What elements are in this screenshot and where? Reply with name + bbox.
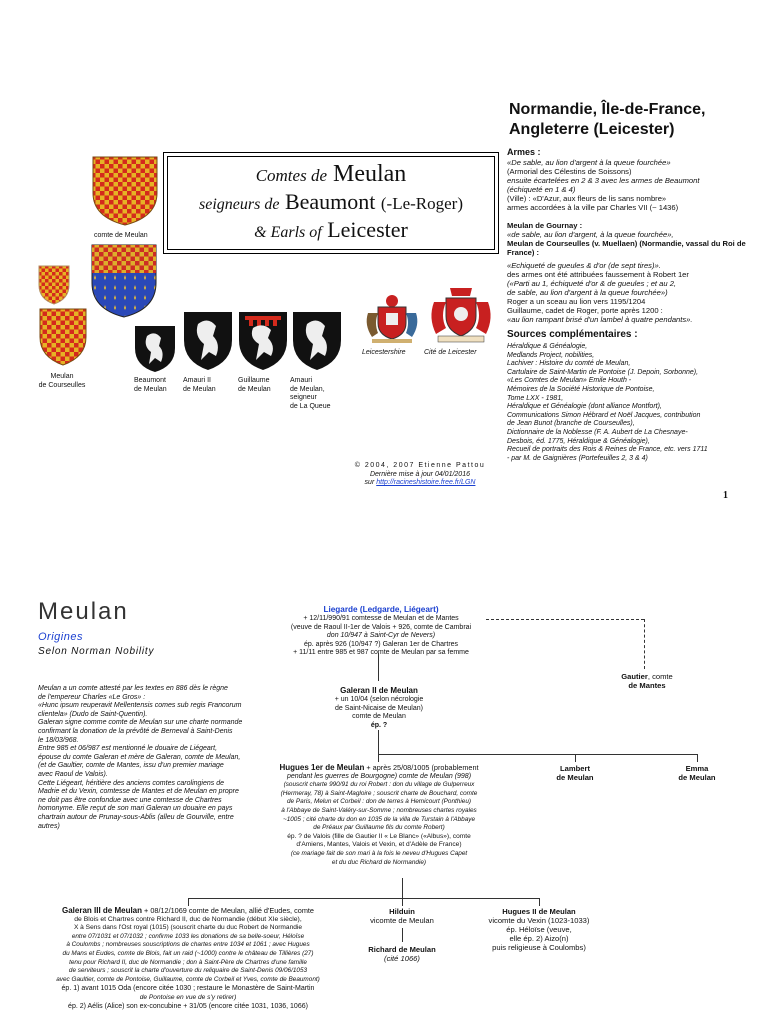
intro-line: confirmant la donation de la prévôté de Berneval à Saint-Denis xyxy=(38,727,233,735)
person-detail: de Paris, Melun et Corbeil : don de terres à Hemicourt (Ponthieu) xyxy=(287,798,471,806)
arms-line: ensuite écartelées en 2 & 3 avec les armes de Beaumont xyxy=(507,176,700,185)
person-detail: puis religieuse à Coulombs) xyxy=(492,943,586,952)
person-richard xyxy=(352,945,452,963)
person-detail: du Mans et Eudes, comte de Blois, fait un raid (~1000) contre le château de Tillières (27) xyxy=(62,949,314,957)
intro-text xyxy=(38,685,278,831)
spouse-line: ép. 1) avant 1015 Oda (encore citée 1030 ; restaure le Monastère de Saint-Martin xyxy=(61,985,315,993)
courseulles-heading: Meulan de Courseulles (v. Muellaen) (Normandie, vassal du Roi de France) : xyxy=(507,239,746,257)
cite-leicester-label: Cité de Leicester xyxy=(424,349,477,356)
person-detail: (cité 1066) xyxy=(384,954,420,963)
arms-line: armes accordées à la ville par Charles VII (~ 1436) xyxy=(507,203,679,212)
person-detail: et du duc Richard de Normandie) xyxy=(331,858,427,866)
connector-line xyxy=(575,754,576,762)
leicestershire-label: Leicestershire xyxy=(362,349,406,356)
title-box xyxy=(163,152,499,254)
intro-line: chartrain autour de Prunay-sous-Ablis (alleu de Gourville, entre xyxy=(38,813,234,821)
connector-line xyxy=(486,619,644,620)
person-detail: de Pontoise en vue de s'y retirer) xyxy=(139,993,237,1001)
source-line: «Les Comtes de Meulan» Emile Houth - xyxy=(507,377,632,385)
person-detail: + un 10/04 (selon nécrologie xyxy=(334,696,424,703)
page-number: 1 xyxy=(723,490,728,501)
person-hugues-1 xyxy=(272,764,486,867)
person-lambert xyxy=(540,764,610,782)
intro-line: Madrie et du Vexin, comtesse de Mantes et de Meulan en propre xyxy=(38,788,239,796)
connector-line xyxy=(697,754,698,762)
intro-line: Galeran signe comme comte de Meulan sur une charte normande xyxy=(38,719,243,727)
person-detail: d'Amiens, Mantes, Valois et Vexin, et d'Adèle de France) xyxy=(296,841,462,849)
person-detail: de Meulan xyxy=(556,773,594,782)
person-name: Liegarde (Ledgarde, Liégeart) xyxy=(323,605,439,614)
person-detail: à l'Abbaye de Saint-Valéry-sur-Somme ; nombreuses chartes royales xyxy=(281,806,477,814)
intro-line: le 18/03/968. xyxy=(38,736,79,744)
connector-line xyxy=(378,653,379,681)
meulan-shield-label: comte de Meulan xyxy=(94,232,148,239)
small-checky-shield-icon xyxy=(38,265,70,305)
sources-heading: Sources complémentaires : xyxy=(507,329,638,340)
spouse-line: ép. Héloïse (veuve, xyxy=(506,925,572,934)
source-line: Héraldique & Généalogie, xyxy=(507,343,588,350)
person-detail: entre 07/1031 et 07/1032 ; confirme 1033 les donations de sa belle-soeur, Héloïse xyxy=(71,932,305,940)
person-name: Hugues II de Meulan xyxy=(502,907,576,916)
region-title-line2: Angleterre (Leicester) xyxy=(509,121,675,138)
intro-line: Cette Liégeart, héritière des anciens comtes carolingiens de xyxy=(38,779,224,787)
person-detail: (veuve de Raoul II-1er de Valois + 926, comte de Cambrai xyxy=(290,623,472,631)
person-detail: (ce mariage fait de son mari à la fois le neveu d'Hugues Capet xyxy=(290,849,468,857)
source-line: Cartulaire de Saint-Martin de Pontoise (J. Depoin, Sorbonne), xyxy=(507,368,699,376)
gournay-heading: Meulan de Gournay : xyxy=(507,221,583,230)
section-title: Meulan xyxy=(38,598,129,625)
site-link[interactable]: http://racineshistoire.free.fr/LGN xyxy=(376,479,476,487)
source-line: Lachiver : Histoire du comté de Meulan, xyxy=(507,360,631,368)
courseulles-line: Guillaume, cadet de Roger, porte après 1200 : xyxy=(507,306,663,315)
connector-line xyxy=(402,898,403,906)
source-line: Communications Simon Hébrard et Noël Jacques, contribution xyxy=(507,411,701,419)
connector-line xyxy=(378,754,379,762)
source-line: de Jean Bunot (branche de Courseulles), xyxy=(507,420,635,428)
region-title xyxy=(509,100,706,140)
person-name: Hilduin xyxy=(389,907,415,916)
source-line: Héraldique et Généalogie (dont alliance Montfort), xyxy=(507,403,662,411)
copyright: © 2004, 2007 Etienne Pattou xyxy=(354,462,486,469)
intro-line: (et de Gaultier, comte de Mantes, issu d'un premier mariage xyxy=(38,762,224,770)
person-detail: de Saint-Nicaise de Meulan) xyxy=(335,704,423,712)
section-subtitle: Origines xyxy=(38,631,83,643)
courseulles-shield-label: Meulan de Courseulles xyxy=(38,373,86,389)
person-galeran-3 xyxy=(28,907,348,1011)
beaumont-shield-label: Beaumont de Meulan xyxy=(134,377,167,393)
courseulles-shield-icon xyxy=(38,307,88,367)
source-line: Dictionnaire de la Noblesse (F. A. Aubert de La Chesnaye- xyxy=(507,428,688,436)
connector-line xyxy=(188,898,540,899)
person-detail: (Hermeray, 78) à Saint-Magloire ; souscrit charte de Bouchard, comte xyxy=(280,789,478,797)
person-name: Hugues 1er de Meulan xyxy=(279,763,365,772)
person-detail: + 08/12/1069 comte de Meulan, allié d'Eudes, comte xyxy=(144,906,314,915)
intro-line: de l'empereur Charles «Le Gros» : xyxy=(38,693,146,701)
intro-line: «Hunc ipsum reuperavit Mellentensis comes sub regis Francorum xyxy=(38,702,242,710)
meulan-shield-icon xyxy=(91,155,159,227)
person-detail: de Meulan xyxy=(678,773,716,782)
person-detail: comte de Meulan xyxy=(352,713,406,721)
person-detail: vicomte du Vexin (1023-1033) xyxy=(488,916,590,925)
section-source: Selon Norman Nobility xyxy=(38,646,155,657)
person-detail: X à Sens dans l'Ost royal (1015) (souscrit charte du duc Robert de Normandie xyxy=(73,924,303,932)
person-detail: (souscrit charte 990/91 du roi Robert : don du village de Gulperreux xyxy=(283,781,475,789)
title-line-2: seigneurs de Beaumont (-Le-Roger) xyxy=(199,189,463,214)
person-name: Gautier xyxy=(621,672,648,681)
source-line: Recueil de portraits des Rois & Reines de France, etc. vers 1711 xyxy=(507,446,708,454)
person-detail: don 10/947 à Saint-Cyr de Nevers) xyxy=(326,632,436,640)
cite-leicester-coat-icon xyxy=(426,284,496,346)
guillaume-shield-label: Guillaume de Meulan xyxy=(238,377,271,393)
arms-line: (échiqueté en 1 & 4) xyxy=(507,185,576,194)
intro-line: ne doit pas être confondue avec une comtesse de Chartres xyxy=(38,796,222,804)
connector-line xyxy=(539,898,540,906)
intro-line: Meulan a un comte attesté par les textes en 886 dès le règne xyxy=(38,685,228,692)
arms-line: (Ville) : «D'Azur, aux fleurs de lis sans nombre» xyxy=(507,194,667,203)
courseulles-line: («Parti au 1, échiqueté d'or & de gueules ; et au 2, xyxy=(507,279,677,288)
spouse-line: ép. ? de Valois (fille de Gautier II « Le Blanc» («Albus»), comte xyxy=(287,832,471,840)
last-updated: Dernière mise à jour 04/01/2016 xyxy=(369,470,470,478)
person-detail: de serviteurs ; souscrit la charte d'ouverture du reliquaire de Saint-Denis 09/06/1053 xyxy=(68,967,308,975)
arms-line: «De sable, au lion d'argent à la queue fourchée» xyxy=(507,158,671,167)
arms-line: (Armorial des Célestins de Soissons) xyxy=(507,167,632,176)
source-line: Mémoires de la Société Historique de Pontoise, xyxy=(507,385,655,393)
amauri-shield-label: Amauri de Meulan, seigneur de La Queue xyxy=(290,377,331,410)
courseulles-line: «Echiqueté de gueules & d'or (de sept tires)». xyxy=(507,261,661,270)
credits xyxy=(340,462,500,488)
sources-list xyxy=(507,343,762,463)
intro-line: clientela» (Dudo de Saint-Quentin). xyxy=(38,710,148,718)
person-detail: de Mantes xyxy=(628,681,666,690)
person-galeran-2 xyxy=(320,686,438,730)
connector-line xyxy=(402,878,403,898)
person-detail: + 12/11/990/91 comtesse de Meulan et de Mantes xyxy=(303,615,459,622)
person-detail: vicomte de Meulan xyxy=(370,916,434,925)
site-link-line: sur http://racineshistoire.free.fr/LGN xyxy=(364,479,476,487)
title-line-3: & Earls of Leicester xyxy=(254,217,408,242)
source-line: Medlands Project, nobilities, xyxy=(507,351,595,359)
leicestershire-coat-icon xyxy=(362,293,422,345)
person-name: Lambert xyxy=(560,764,590,773)
person-detail: de Blois et Chartres contre Richard II, duc de Normandie (début XIe siècle), xyxy=(74,915,302,923)
person-name: Emma xyxy=(685,764,709,773)
person-detail: avec Gaultier, comte de Pontoise, Guillaume, comte de Corbeil et Yves, comte de Beaumont) xyxy=(56,975,320,983)
gournay-line: «de sable, au lion d'argent, à la queue fourchée», xyxy=(507,230,674,239)
source-line: Desbois, éd. 1775, Héraldique & Généalogie), xyxy=(507,437,650,445)
courseulles-line: des armes ont été attribuées faussement à Robert 1er xyxy=(507,270,689,279)
person-detail: tenu pour Richard II, duc de Normandie ; don à Saint-Père de Chartres d'une famille xyxy=(69,958,307,966)
person-hugues-2 xyxy=(468,907,610,952)
ville-shield-icon xyxy=(90,243,158,319)
intro-line: Entre 985 et 06/987 est mentionné le douaire de Liégeart, xyxy=(38,745,218,753)
connector-line xyxy=(644,619,645,669)
person-detail: de Préaux par Guillaume fils du comte Robert) xyxy=(313,824,445,832)
person-detail: + 11/11 entre 985 et 987 comte de Meulan par sa femme xyxy=(293,649,469,657)
amauri2-lion-shield-icon xyxy=(182,310,234,372)
person-detail: elle ép. 2) Aizo(n) xyxy=(509,934,569,943)
amauri-lion-shield-icon xyxy=(291,310,343,372)
person-detail: à Coulombs ; nombreuses souscriptions de chartes entre 1034 et 1061 ; avec Hugues xyxy=(66,941,310,949)
connector-line xyxy=(378,730,379,754)
person-name: Richard de Meulan xyxy=(368,945,436,954)
person-name: Galeran III de Meulan xyxy=(61,906,143,915)
person-liegarde xyxy=(278,605,484,658)
person-gautier xyxy=(602,672,692,690)
spouse-line: ép. 2) Aélis (Alice) son ex-concubine + 31/05 (encore citée 1031, 1036, 1066) xyxy=(68,1002,308,1010)
intro-line: avec Raoul de Valois). xyxy=(38,770,108,778)
person-emma xyxy=(662,764,732,782)
person-detail: , comte xyxy=(647,672,673,681)
intro-line: homonyme. Elle reçut de son mari Galeran un douaire en pays xyxy=(38,805,233,813)
person-hilduin xyxy=(352,907,452,925)
courseulles-line: de sable, au lion d'argent à la queue fourchée») xyxy=(507,288,668,297)
person-detail: ~1005 ; cité charte du don en 1035 de la villa de Turstain à l'Abbaye xyxy=(282,815,476,823)
arms-heading: Armes : xyxy=(507,147,541,157)
intro-line: autres) xyxy=(38,822,60,830)
title-line-1: Comtes de Meulan xyxy=(255,161,407,187)
beaumont-lion-shield-icon xyxy=(133,324,177,374)
connector-line xyxy=(188,898,189,906)
person-detail: + après 25/08/1005 (probablement xyxy=(366,763,479,772)
person-detail: ép. ? xyxy=(370,721,388,729)
person-name: Galeran II de Meulan xyxy=(340,686,418,695)
courseulles-line: Roger a un sceau au lion vers 1195/1204 xyxy=(507,297,646,306)
person-detail: pendant les guerres de Bourgogne) comte de Meulan (998) xyxy=(286,772,472,780)
amauri2-shield-label: Amauri II de Meulan xyxy=(183,377,216,393)
courseulles-line: «au lion rampant brisé d'un lambel à quatre pendants». xyxy=(507,315,693,324)
guillaume-lion-shield-icon xyxy=(237,310,289,372)
source-line: Tome LXX - 1981, xyxy=(507,394,564,402)
intro-line: épouse du comte Galeran et mère de Galeran, comte de Meulan, xyxy=(38,753,241,761)
person-detail: ép. après 926 (10/947 ?) Galeran 1er de Chartres xyxy=(303,640,459,648)
arms-block xyxy=(507,147,762,463)
connector-line xyxy=(378,754,698,755)
source-line: - par M. de Gaignières (Portefeuilles 2, 3 & 4) xyxy=(507,454,648,462)
region-title-line1: Normandie, Île-de-France, xyxy=(509,101,706,118)
connector-line xyxy=(402,928,403,942)
